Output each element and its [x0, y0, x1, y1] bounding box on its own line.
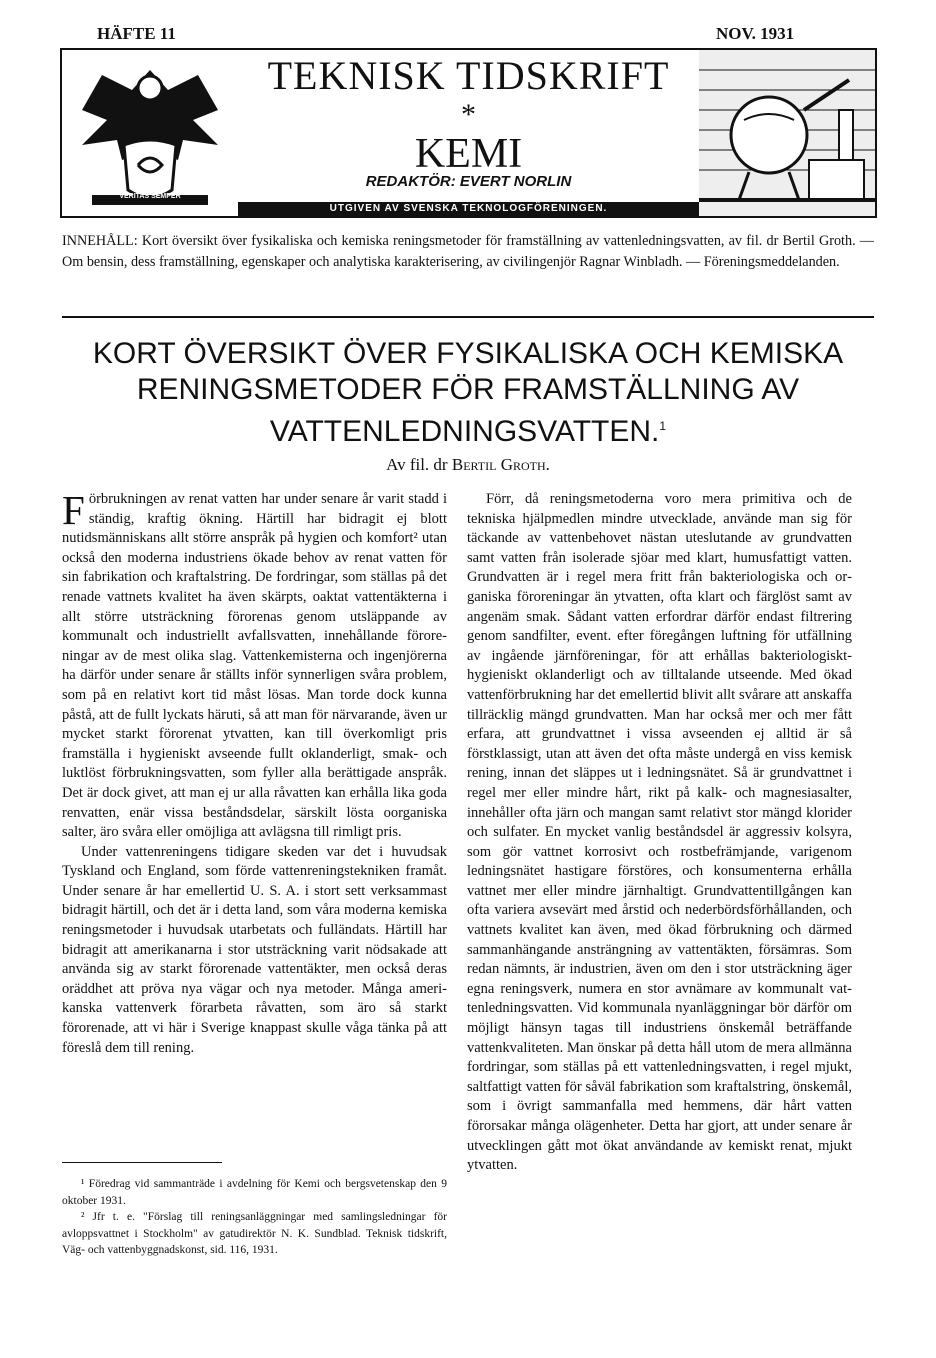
laboratory-apparatus-icon	[699, 50, 875, 216]
footnote-2: ² Jfr t. e. "Förslag till reningsanläggningar med samlingsledningar för avloppsvattnet i Stockholm" av gatudirektör N. K. Sundblad. Teknisk tidskrift, Väg- och vattenbyggnadskonst, sid. 116, 1931.	[62, 1211, 447, 1256]
paragraph: Under vattenreningens tidigare skeden var det i huvudsak Tyskland och England, som förde vattenreningstekniken framåt. Under senare år har emellertid U. S. A. i stort sett verksammast bidragit härtill, och det är i detta land, som våra moderna kemiska reningsmetoder i huvudsak utarbetats och fulländats. Härtill har bidragit att amerikanarna i stor utsträckning varit nödsakade att använda sig av starkt förorenade vattentäkter, men också deras oräddhet att pröva nya vägar och nya metoder. Många amerikanska vattenverk förarbeta råvatten, som äro så starkt förorenade, att vi här i Sverige knappast skulle våga tänka på att föreslå dem till rening.	[62, 843, 447, 1056]
column-left	[62, 487, 447, 1058]
title-footnote-ref[interactable]: 1	[659, 419, 667, 433]
journal-title: TEKNISK TIDSKRIFT	[267, 53, 670, 98]
column-right	[467, 490, 852, 1176]
paragraph-text: örbrukningen av renat vatten har under senare år varit stadd i ständig, kraftig ökning. Härtill har bidragit ej blott nutidsmänniskans allt större anspråk på hygien och komfort² utan också den moderna industriens ökade behov av renat vatten för sin fabrikation och kraftalstring. De fordringar, som ställas på det renade vattnets kvalitet ha även skärpts, oaktat vattentäkterna i allt större utsträckning förorenas genom utsläppande av kommunalt och industriellt avfallsvatten, innehållande föroreningar av de mest olika slag. Vattenkemisterna och ingenjörerna ha därför under senare år ställts inför synnerligen svåra problem, som på en relativt kort tid måst lösas. Man torde dock kunna påstå, att de fullt lyckats häruti, så att man för närvarande, även ur mycket starkt förorenat ytvatten, kan till överkomligt pris framställa i hygieniskt avseende fullt oklanderligt, smak- och luktlöst förbrukningsvatten, som fyller alla berättigade anspråk. Det är dock givet, att man ej ur alla råvatten kan erhålla lika goda renvatten, enär vissa beståndsdelar, särskilt lösta oorganiska salter, äro svåra eller omöjliga att avlägsna till rimligt pris.	[62, 491, 447, 841]
title-asterisk: *	[461, 98, 476, 131]
paragraph: Förr, då reningsmetoderna voro mera primitiva och de tekniska hjälpmedlen mindre utvecklade, använde man sig för täckande av vattenbehovet nästan uteslutande av grundvatten samt vatten från isolerade sjöar med klart, humusfattigt vatten. Grundvatten är i regel mera fritt från bakteriologiska och organiska föroreningar än ytvatten, ofta klart och färglöst samt av angenäm smak. Sådant vatten erfordrar därför endast filtrering genom sandfilter, event. efter föregången luftning för utfällning av ingående järnföreningar, för att erhållas bakteriologiskt-hygieniskt oklanderligt och av tilltalande utseende. Med ökad vattenförbrukning har det emellertid blivit allt svårare att anskaffa tillräcklig mängd grundvatten. Man har också mer och mer fått erfara, att grundvattnet i vissa avseenden ej alltid är så förstklassigt, utan att även det ofta måste undergå en viss kemisk rening, innan det släppes ut i ledningsnätet. Så är grundvattnet i regel mer eller mindre hårt, rikt på kalk- och magnesiasalter, innehåller ofta järn och mangan samt relativt stor mängd klorider och sulfater. En mycket vanlig beståndsdel är aggressiv kolsyra, som gör vattnet korrosivt och rostbefrämjande, varigenom ledningsnätet hastigare förstöres, och konsumenterna erhålla vattnet mer eller mindre järnhaltigt. Grundvattentillgången kan ofta variera avsevärt med årstid och nederbördsförhållanden, och vattnets kvalitet kan även, med ökad förbrukning och därmed sammanhängande ansträngning av vattentäkten, försämras. Som redan nämnts, är industrien, även om den i stor utsträckning äger egna reningsverk, numera en stor avnämare av kommunalt vattenledningsvatten. Vid kommunala nyanläggningar bör därför om möjligt hänsyn tagas till industriens önskemål beträffande vattenkvaliteten. Man önskar på detta håll utom de mera allmänna fordringar, som ställas på ett vattenledningsvatten, i regel mjukt, saltfattigt vatten för såväl fabrikation som kraftalstring, önskemål, som i övrigt sammanfalla med hemmens, där hårt vatten förorsakar många olägenheter. Detta har gjort, att under senare år utvecklingen gått mot ökat användande av kemiskt renat, mjukt ytvatten.	[467, 491, 852, 1174]
emblem-motto: VERITAS SEMPER	[119, 193, 181, 200]
issue-number: HÄFTE 11	[97, 24, 176, 43]
byline	[60, 455, 876, 475]
paragraph	[62, 487, 447, 843]
footnotes	[62, 1176, 447, 1259]
eagle-emblem-icon	[62, 50, 238, 216]
footnote-divider	[62, 1162, 222, 1163]
drop-cap: F	[62, 487, 85, 533]
footnote-1: ¹ Föredrag vid sammanträde i avdelning för Kemi och bergsvetenskap den 9 oktober 1931.	[62, 1178, 447, 1207]
divider	[62, 316, 874, 318]
masthead	[60, 48, 877, 218]
byline-prefix: Av fil. dr	[386, 455, 448, 474]
article-title	[60, 336, 876, 450]
table-of-contents: INNEHÅLL: Kort översikt över fysikaliska och kemiska reningsmetoder för framställning av vattenledningsvatten, av fil. dr Bertil Groth. — Om bensin, dess framställning, egenskaper och analytiska karakterisering, av civilingenjör Ragnar Winbladh. — Föreningsmeddelanden.	[62, 233, 874, 270]
article-title-text: KORT ÖVERSIKT ÖVER FYSIKALISKA OCH KEMISKA RENINGSMETODER FÖR FRAMSTÄLLNING AV VATTENLEDNINGSVATTEN.	[92, 337, 844, 448]
editor-line: REDAKTÖR: EVERT NORLIN	[365, 173, 572, 190]
issue-date: NOV. 1931	[716, 24, 795, 43]
publisher-banner: UTGIVEN AV SVENSKA TEKNOLOGFÖRENINGEN.	[238, 202, 699, 216]
author-name: Bertil Groth.	[451, 455, 550, 474]
section-title: KEMI	[414, 131, 523, 177]
